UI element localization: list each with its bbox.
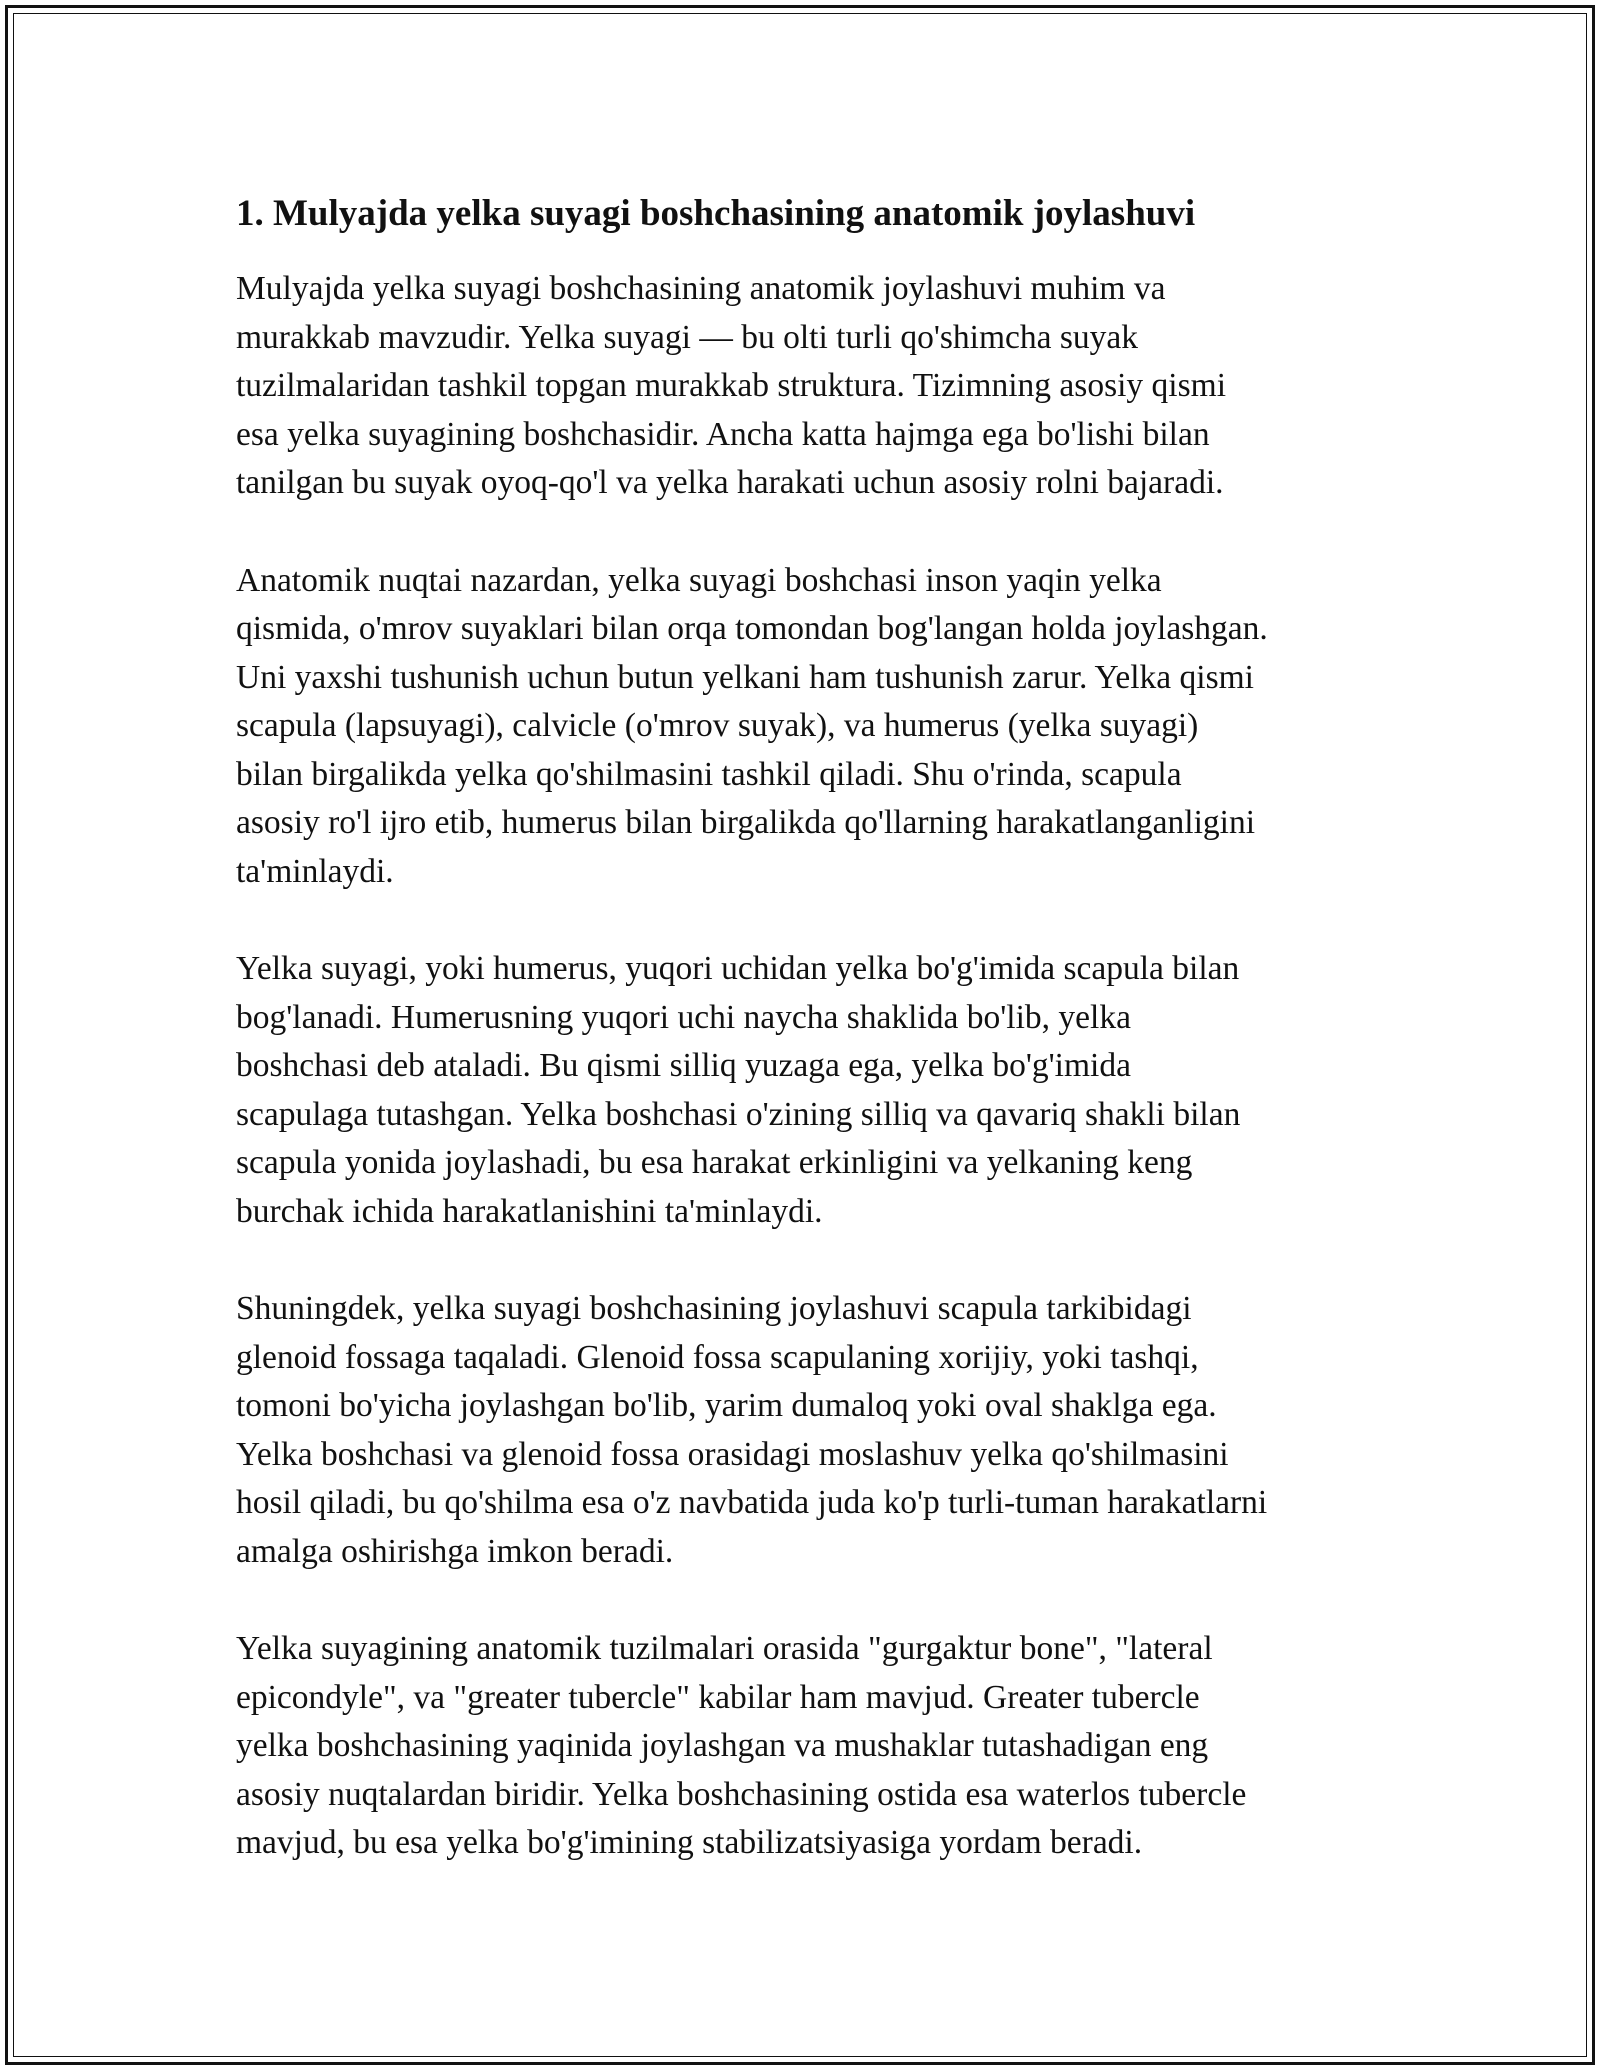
paragraph-line: Shuningdek, yelka suyagi boshchasining joylashuvi scapula tarkibidagi	[236, 1290, 1192, 1327]
paragraph-line: asosiy nuqtalardan biridir. Yelka boshchasining ostida esa waterlos tubercle	[236, 1775, 1247, 1813]
paragraph-line: epicondyle", va "greater tubercle" kabilar ham mavjud. Greater tubercle	[236, 1678, 1200, 1716]
paragraph-4	[236, 1285, 1386, 1576]
paragraph-line: Anatomik nuqtai nazardan, yelka suyagi boshchasi inson yaqin yelka	[236, 561, 1162, 599]
paragraph-line: scapula yonida joylashadi, bu esa harakat erkinligini va yelkaning keng	[236, 1144, 1193, 1181]
paragraph-line: esa yelka suyagining boshchasidir. Ancha katta hajmga ega bo'lishi bilan	[236, 415, 1210, 453]
paragraph-2	[236, 557, 1386, 897]
paragraph-line: burchak ichida harakatlanishini ta'minlaydi.	[236, 1192, 823, 1230]
paragraph-line: Yelka suyagining anatomik tuzilmalari orasida "gurgaktur bone", "lateral	[236, 1630, 1213, 1667]
paragraph-line: asosiy ro'l ijro etib, humerus bilan birgalikda qo'llarning harakatlanganligini	[236, 804, 1256, 841]
paragraph-line: glenoid fossaga taqaladi. Glenoid fossa scapulaning xorijiy, yoki tashqi,	[236, 1338, 1199, 1376]
paragraph-line: yelka boshchasining yaqinida joylashgan va mushaklar tutashadigan eng	[236, 1727, 1209, 1764]
document-body	[236, 188, 1386, 1917]
paragraph-line: Yelka suyagi, yoki humerus, yuqori uchidan yelka bo'g'imida scapula bilan	[236, 950, 1240, 987]
paragraph-line: tanilgan bu suyak oyoq-qo'l va yelka harakati uchun asosiy rolni bajaradi.	[236, 464, 1224, 501]
paragraph-line: amalga oshirishga imkon beradi.	[236, 1532, 674, 1570]
paragraph-line: scapula (lapsuyagi), calvicle (o'mrov suyak), va humerus (yelka suyagi)	[236, 707, 1199, 744]
paragraph-line: tuzilmalaridan tashkil topgan murakkab struktura. Tizimning asosiy qismi	[236, 367, 1227, 404]
paragraph-line: boshchasi deb ataladi. Bu qismi silliq yuzaga ega, yelka bo'g'imida	[236, 1047, 1131, 1084]
paragraph-line: qismida, o'mrov suyaklari bilan orqa tomondan bog'langan holda joylashgan.	[236, 610, 1268, 647]
paragraph-line: bilan birgalikda yelka qo'shilmasini tashkil qiladi. Shu o'rinda, scapula	[236, 755, 1182, 793]
paragraph-line: mavjud, bu esa yelka bo'g'imining stabilizatsiyasiga yordam beradi.	[236, 1824, 1143, 1861]
paragraph-line: tomoni bo'yicha joylashgan bo'lib, yarim dumaloq yoki oval shaklga ega.	[236, 1387, 1217, 1424]
paragraph-line: Uni yaxshi tushunish uchun butun yelkani ham tushunish zarur. Yelka qismi	[236, 658, 1254, 696]
paragraph-line: hosil qiladi, bu qo'shilma esa o'z navbatida juda ko'p turli-tuman harakatlarni	[236, 1484, 1268, 1521]
paragraph-line: bog'lanadi. Humerusning yuqori uchi naycha shaklida bo'lib, yelka	[236, 998, 1131, 1036]
paragraph-line: murakkab mavzudir. Yelka suyagi — bu olti turli qo'shimcha suyak	[236, 318, 1139, 356]
section-heading: 1. Mulyajda yelka suyagi boshchasining anatomik joylashuvi	[236, 193, 1196, 234]
paragraph-line: Mulyajda yelka suyagi boshchasining anatomik joylashuvi muhim va	[236, 270, 1166, 307]
paragraph-5	[236, 1625, 1386, 1868]
paragraph-line: scapulaga tutashgan. Yelka boshchasi o'zining silliq va qavariq shakli bilan	[236, 1095, 1241, 1133]
paragraph-line: ta'minlaydi.	[236, 852, 394, 890]
paragraph-line: Yelka boshchasi va glenoid fossa orasidagi moslashuv yelka qo'shilmasini	[236, 1435, 1229, 1473]
paragraph-3	[236, 945, 1386, 1236]
paragraph-list	[236, 265, 1386, 1868]
paragraph-1	[236, 265, 1386, 508]
